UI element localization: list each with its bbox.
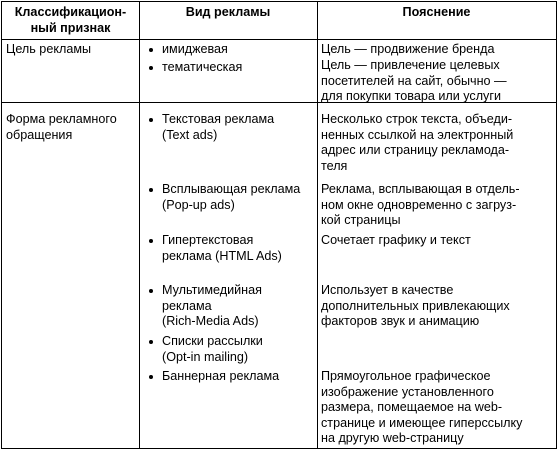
header-classification-feature: Классификацион- ный признак <box>14 5 127 35</box>
row-2-feature: Форма рекламного обращения <box>6 112 117 142</box>
row-1-feature: Цель рекламы <box>6 42 92 56</box>
bullet-icon <box>149 188 153 192</box>
column-divider-2 <box>317 2 318 448</box>
header-divider <box>2 39 556 40</box>
row-2-explanation-banner-ads: Прямоугольное графическое изображение установленного размера, помещаемое на web- странице и имеющее гиперссылку на другую web-страницу <box>321 369 523 446</box>
row-2-explanation-html-ads: Сочетает графику и текст <box>321 233 471 247</box>
header-ad-type: Вид рекламы <box>185 5 271 19</box>
bullet-icon <box>149 289 153 293</box>
bullet-icon <box>149 375 153 379</box>
bullet-icon <box>149 239 153 243</box>
bullet-icon <box>149 118 153 122</box>
header-explanation: Пояснение <box>402 5 471 19</box>
bullet-icon <box>149 48 153 52</box>
advertising-classification-table: Классификацион- ный признак Вид рекламы Пояснение Цель рекламы имиджевая тематическая Цель — продвижение бренда Цель — привлечение целевых посетителей на сайт, обычно — для покупки товара или услуги Форма рекламного обращения Текстовая реклама (Text ads) Всплывающая реклама (Pop-up ads) Гипертекстовая реклама (HTML Ads) Мультимедийная реклама (Rich-Media Ads) Списки рассылки (Opt-in mailing) Баннерная реклама Несколько строк текста, объеди- ненных ссылкой на электронный адрес или страницу рекламода- теля Реклама, всплывающая в отдель- ном окне одновременно с загруз- кой страницы Сочетает графику и текст Использует в качестве дополнительных привлекающих факторов звук и анимацию Прямоугольное графическое изображение установленного размера, помещаемое на web- странице и имеющее гиперссылку на другую web-страницу <box>1 1 557 449</box>
row-2-explanation-popup-ads: Реклама, всплывающая в отдель- ном окне одновременно с загруз- кой страницы <box>321 182 520 228</box>
row-1-explanation-2: Цель — привлечение целевых посетителей на сайт, обычно — для покупки товара или услуги <box>321 58 507 104</box>
row-2-explanation-rich-media-ads: Использует в качестве дополнительных привлекающих факторов звук и анимацию <box>321 283 510 329</box>
column-divider-1 <box>139 2 140 448</box>
row-1-explanation-1: Цель — продвижение бренда <box>321 42 495 56</box>
row-2-explanation-text-ads: Несколько строк текста, объеди- ненных ссылкой на электронный адрес или страницу рекламода- теля <box>321 112 514 173</box>
bullet-icon <box>149 66 153 70</box>
bullet-icon <box>149 340 153 344</box>
